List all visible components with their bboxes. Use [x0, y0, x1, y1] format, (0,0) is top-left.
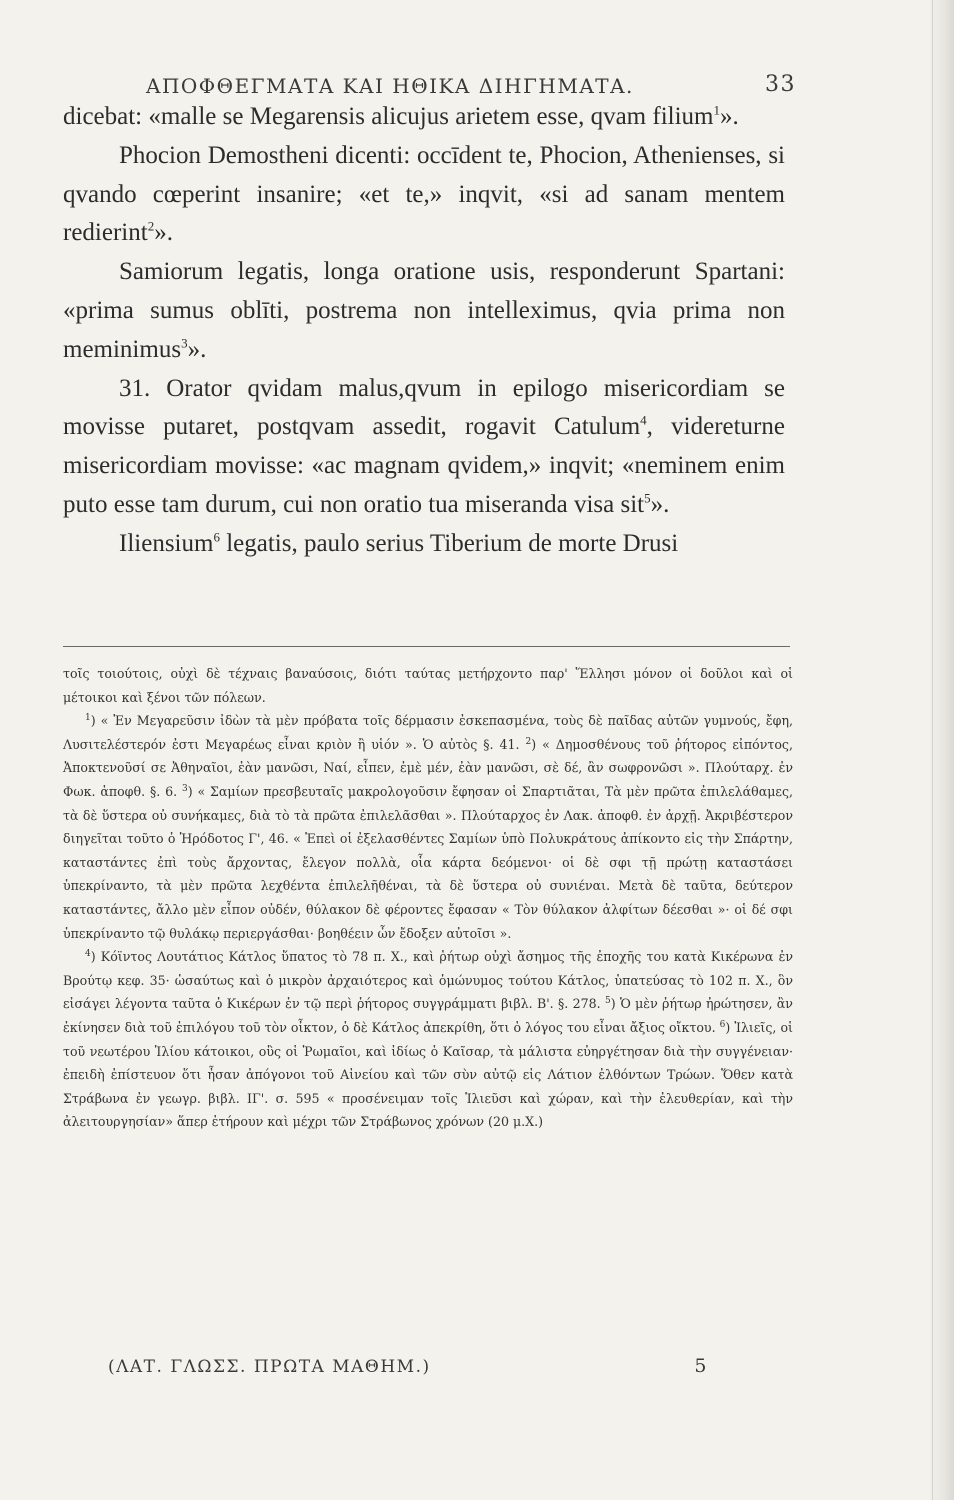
- note-ref-2: 2: [147, 219, 155, 235]
- footnote-3-text: ) « Σαμίων πρεσβευταῖς μακρολογοῦσιν ἔφησαν οἱ Σπαρτιᾶται, Τὰ μὲν πρῶτα ἐπιλελάθαμες, τὰ δὲ ὕστερα οὐ συνήκαμες, διὰ τὸ τὰ πρῶτα ἐπιλελᾶσθαι ». Πλούταρχος ἐν Λακ. ἀποφθ. ἐν ἀρχῇ. Ἀκριβέστερον διηγεῖται τοῦτο ὁ Ἡρόδοτος Γ', 46. « Ἐπεὶ οἱ ἐξελασθέντες Σαμίων ὑπὸ Πολυκράτους ἀπίκοντο εἰς τὴν Σπάρτην, καταστάντες ἐπὶ τοὺς ἄρχοντας, ἔλεγον πολλὰ, οἷα κάρτα δεόμενοι· οἱ δὲ σφι τῇ πρώτῃ καταστάσει ὑπεκρίναντο, τὰ μὲν πρῶτα λεχθέντα ἐπιλελῆθέναι, τὰ δὲ ὕστερα οὐ συνιέναι. Μετὰ δὲ ταῦτα, δεύτερον καταστάντες, ἄλλο μὲν εἶπον οὐδέν, θύλακον δὲ φέροντες ἔφασαν « Τὸν θύλακον ἀλφίτων δέεσθαι »· οἱ δέ σφι ὑπεκρίναντο τῷ θυλάκῳ περιεργάσθαι· βοηθέειν ὦν ἔδοξεν αὐτοῖσι ».: [63, 783, 793, 941]
- footnote-2-mark: 2: [525, 736, 532, 747]
- paragraph-5-text-a: Iliensium: [119, 529, 214, 557]
- note-ref-5: 5: [644, 490, 651, 506]
- footnote-6-text: ) Ἰλιεῖς, οἱ τοῦ νεωτέρου Ἰλίου κάτοικοι, οὓς οἱ Ῥωμαῖοι, καὶ ἰδίως ὁ Καῖσαρ, τὰ μάλιστα εὐηργέτησαν διὰ τὴν συγγένειαν· ἐπειδὴ ἐπίστευον ὅτι ἦσαν ἀπόγονοι τοῦ Αἰνείου καὶ τῶν σὺν αὐτῷ εἰς Λάτιον ἐλθόντων Τρώων. Ὅθεν κατὰ Στράβωνα ἐν γεωγρ. βιβλ. ΙΓ'. σ. 595 « προσένειμαν τοῖς Ἰλιεῦσι καὶ χώραν, καὶ τὴν ἐλευθερίαν, καὶ τὴν ἀλειτουργησίαν» ἅπερ ἐτήρουν καὶ μέχρι τῶν Στράβωνος χρόνων (20 μ.Χ.): [63, 1019, 793, 1130]
- footnote-1-text: ) « Ἐν Μεγαρεῦσιν ἰδὼν τὰ μὲν πρόβατα τοῖς δέρμασιν ἐσκεπασμένα, τοὺς δὲ παῖδας αὐτῶν γυμνούς, ἔφη, Λυσιτελέστερόν ἐστι Μεγαρέως εἶναι κριὸν ἢ υἱόν ». Ὁ αὐτὸς §. 41.: [63, 713, 793, 752]
- paragraph-3: [63, 253, 785, 369]
- paragraph-2-text: Phocion Demostheni dicenti: occīdent te, Phocion, Athenienses, si qvando cœperint insanire; «et te,» inqvit, «si ad sanam mentem redierint: [63, 141, 785, 247]
- note-ref-6: 6: [213, 529, 220, 545]
- paragraph-3-text: Samiorum legatis, longa oratione usis, responderunt Spartani: «prima sumus oblīti, postrema non intelleximus, qvia prima non meminimus: [63, 258, 785, 363]
- main-text: [63, 98, 785, 564]
- footnote-3-mark: 3: [181, 783, 188, 794]
- footnote-4-text: ) Κόϊντος Λουτάτιος Κάτλος ὕπατος τὸ 78 π. Χ., καὶ ῥήτωρ οὐχὶ ἄσημος τῆς ἐποχῆς του κατὰ Κικέρωνα ἐν Βρούτῳ κεφ. 35· ὡσαύτως καὶ ὁ μικρὸν ἀρχαιότερος καὶ ὁμώνυμος τούτου Κάτλος, ὑπατεύσας τὸ 102 π. Χ., ὃν εἰσάγει λέγοντα ταῦτα ὁ Κικέρων ἐν τῷ περὶ ῥήτορος συγγράμματι βιβλ. Β'. §. 278.: [63, 949, 793, 1012]
- paragraph-4-tail: ».: [650, 490, 670, 518]
- footnote-4-mark: 4: [85, 948, 91, 959]
- footnote-6-mark: 6: [719, 1019, 726, 1030]
- paragraph-2-tail: ».: [154, 219, 173, 247]
- paragraph-4: [63, 370, 785, 525]
- page-number: 33: [765, 72, 796, 97]
- signature-mark: 5: [694, 1355, 708, 1377]
- footnote-5-mark: 5: [605, 996, 611, 1007]
- footnote-divider: [63, 646, 790, 647]
- paragraph-4-text-b: , videreturne misericordiam movisse: «ac magnam qvidem,» inqvit; «neminem enim puto esse tam durum, cui non oratio tua miseranda visa sit: [63, 413, 785, 518]
- paragraph-4-text-a: 31. Orator qvidam malus,qvum in epilogo misericordiam se movisse putaret, postqvam assedit, rogavit Catulum: [63, 374, 785, 441]
- paragraph-5: [63, 525, 785, 564]
- signature-text: (ΛΑΤ. ΓΛΩΣΣ. ΠΡΩΤΑ ΜΑΘΗΜ.): [108, 1357, 431, 1377]
- paragraph-2: [63, 137, 785, 253]
- footnote-4: [63, 945, 793, 1134]
- note-ref-1: 1: [713, 102, 720, 118]
- footnote-2-text: ) « Δημοσθένους τοῦ ῥήτορος εἰπόντος, Ἀποκτενοῦσί σε Ἀθηναῖοι, ἐὰν μανῶσι, Ναί, εἶπεν, ἐμὲ μέν, ἐὰν μανῶσι, σὲ δέ, ἂν σωφρονῶσι ». Πλούταρχ. ἐν Φωκ. ἀποφθ. §. 6.: [63, 736, 793, 799]
- header-title: ΑΠΟΦΘΕΓΜΑΤΑ ΚΑΙ ΗΘΙΚΑ ΔΙΗΓΗΜΑΤΑ.: [146, 74, 634, 98]
- footnote-5-text: ) Ὁ μὲν ῥήτωρ ἠρώτησεν, ἂν ἐκίνησεν διὰ τοῦ ἐπιλόγου τοῦ τὸν οἶκτον, ὁ δὲ Κάτλος ἀπεκρίθη, ὅτι ὁ λόγος του εἶναι ἄξιος οἴκτου.: [63, 996, 793, 1035]
- footnotes: [63, 662, 793, 1134]
- footnote-1: [63, 709, 793, 945]
- paragraph-1-tail: ».: [720, 103, 739, 130]
- note-ref-4: 4: [640, 413, 647, 429]
- signature-line: [108, 1357, 708, 1387]
- paragraph-5-text-b: legatis, paulo serius Tiberium de morte Drusi: [219, 529, 679, 557]
- footnote-1-mark: 1: [85, 713, 91, 723]
- paragraph-1-text: dicebat: «malle se Megarensis alicujus arietem esse, qvam filium: [63, 103, 714, 130]
- page-edge-line: [932, 0, 933, 1500]
- note-ref-3: 3: [181, 335, 188, 351]
- paragraph-1: [63, 98, 785, 137]
- footnote-continuation: τοῖς τοιούτοις, οὐχὶ δὲ τέχναις βαναύσοις, διότι ταύτας μετήρχοντο παρ' Ἕλλησι μόνον οἱ δοῦλοι καὶ οἱ μέτοικοι καὶ ξένοι τῶν πόλεων.: [63, 666, 793, 705]
- paragraph-3-tail: ».: [187, 335, 207, 363]
